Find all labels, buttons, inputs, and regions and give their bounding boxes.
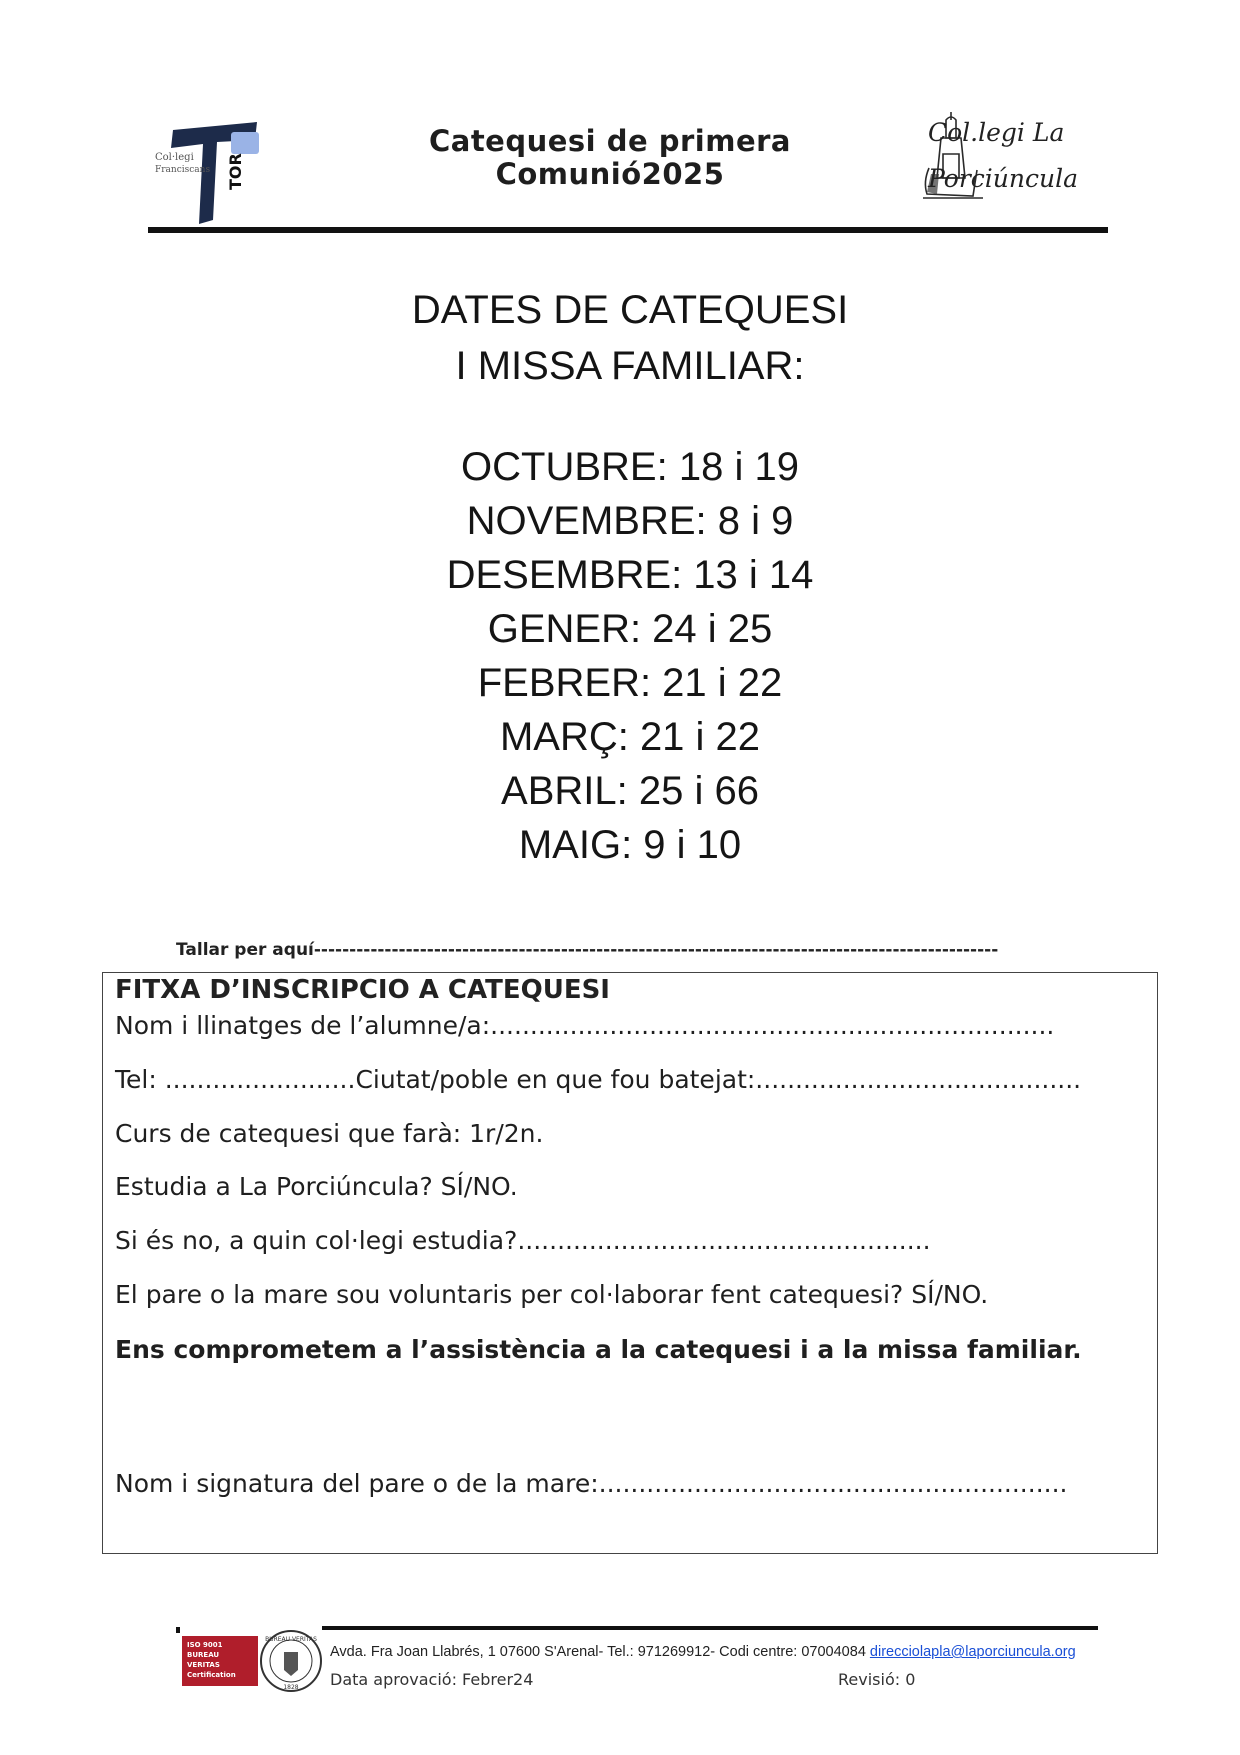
parent-signature-field: Nom i signatura del pare o de la mare:........................................................... — [115, 1469, 1068, 1498]
cert-bureau-label: BUREAU VERITAS — [187, 1651, 220, 1669]
date-item: MAIG: 9 i 10 — [518, 823, 742, 867]
date-item: ABRIL: 25 i 66 — [501, 769, 759, 813]
date-item: NOVEMBRE: 8 i 9 — [466, 499, 794, 543]
volunteer-field: El pare o la mare sou voluntaris per col·laborar fent catequesi? SÍ/NO. — [115, 1280, 989, 1309]
approval-date: Data aprovació: Febrer24 — [330, 1670, 534, 1689]
logo-text-porciuncula: Porciúncula — [928, 164, 1079, 193]
cert-iso-label: ISO 9001 — [187, 1641, 223, 1649]
logo-text-colegi-la: Col.legi La — [928, 118, 1065, 147]
logo-text-tor: TOR — [226, 153, 245, 190]
footer-divider-tick — [176, 1627, 180, 1633]
certification-badge — [182, 1636, 258, 1686]
logo-text-colegi: Col·legi — [155, 152, 194, 163]
tor-tau-logo — [155, 118, 275, 228]
commitment-statement: Ens comprometem a l’assistència a la catequesi i a la missa familiar. — [115, 1335, 1082, 1364]
footer-divider — [322, 1626, 1098, 1630]
registration-form — [102, 972, 1158, 1554]
header-divider — [148, 227, 1108, 233]
seal-year: 1828 — [283, 1684, 299, 1691]
bureau-veritas-seal — [258, 1628, 324, 1694]
dates-heading-line-1: DATES DE CATEQUESI — [411, 288, 849, 332]
date-item: DESEMBRE: 13 i 14 — [446, 553, 814, 597]
dates-heading-line-2: I MISSA FAMILIAR: — [455, 344, 805, 388]
title-line-1: Catequesi de primera — [428, 124, 792, 158]
logo-text-franciscans: Franciscans — [155, 165, 211, 175]
date-item: MARÇ: 21 i 22 — [499, 715, 761, 759]
date-item: GENER: 24 i 25 — [487, 607, 773, 651]
dates-list — [300, 440, 960, 872]
phone-baptism-field: Tel: ........................Ciutat/poble en que fou batejat:......................................... — [115, 1065, 1082, 1094]
address-text: Avda. Fra Joan Llabrés, 1 07600 S'Arenal- Tel.: 971269912- Codi centre: 07004084 — [330, 1644, 870, 1660]
document-title — [400, 125, 820, 191]
catechesis-course-field: Curs de catequesi que farà: 1r/2n. — [115, 1119, 544, 1148]
footer-address — [330, 1644, 1076, 1660]
seal-text: BUREAU VERITAS — [265, 1636, 317, 1643]
revision-number: Revisió: 0 — [838, 1670, 916, 1689]
student-name-field: Nom i llinatges de l’alumne/a:....................................................................... — [115, 1011, 1055, 1040]
other-school-field: Si és no, a quin col·legi estudia?.................................................... — [115, 1226, 931, 1255]
date-item: FEBRER: 21 i 22 — [477, 661, 783, 705]
title-line-2: Comunió2025 — [495, 157, 725, 191]
form-title: FITXA D’INSCRIPCIO A CATEQUESI — [115, 975, 610, 1005]
studies-at-school-field: Estudia a La Porciúncula? SÍ/NO. — [115, 1172, 518, 1201]
cut-here-line: Tallar per aquí------------------------------------------------------------------------------------------------- — [176, 940, 999, 960]
date-item: OCTUBRE: 18 i 19 — [461, 445, 799, 489]
dates-heading — [300, 282, 960, 394]
page-header — [0, 0, 1240, 240]
contact-email-link[interactable]: direcciolapla@laporciuncula.org — [869, 1644, 1076, 1660]
cert-certification-label: Certification — [187, 1671, 236, 1679]
